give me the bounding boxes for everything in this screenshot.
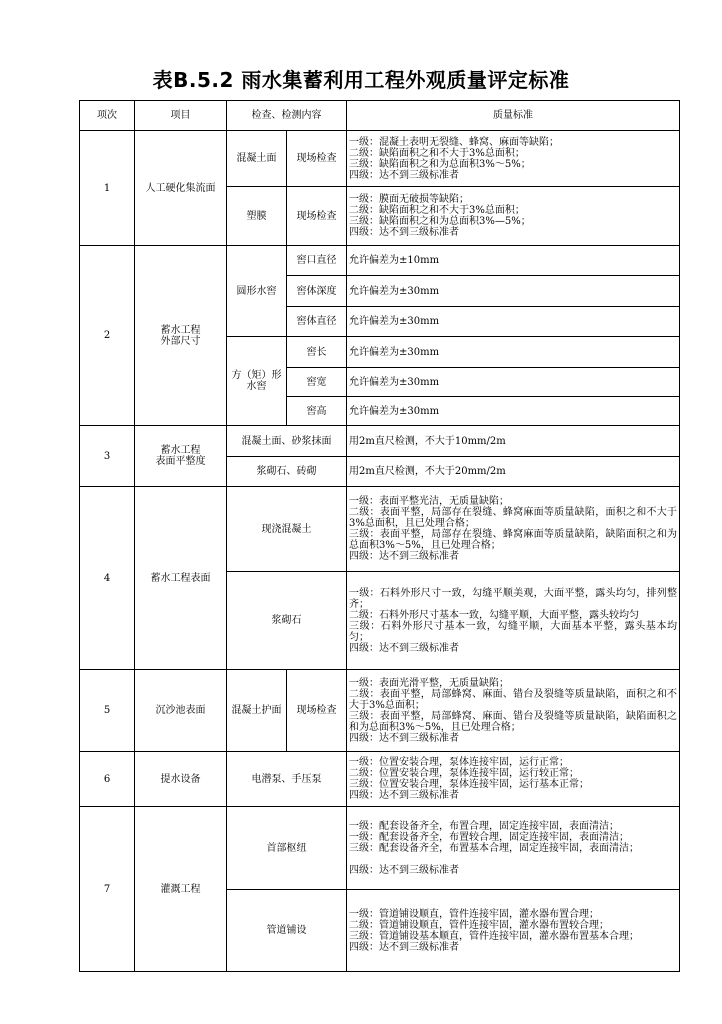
row2-round-3-standard: 允许偏差为±30mm xyxy=(347,307,680,337)
row1a-method: 现场检查 xyxy=(287,131,347,187)
row1a-content: 混凝土面 xyxy=(227,131,287,187)
row2-rect-3-name: 窖高 xyxy=(287,397,347,426)
row2-rect-1-name: 窖长 xyxy=(287,337,347,368)
row2-rect-label: 方（矩）形 水窖 xyxy=(227,337,287,426)
row2-rect-1-standard: 允许偏差为±30mm xyxy=(347,337,680,368)
row2-item: 蓄水工程 外部尺寸 xyxy=(135,246,227,426)
row2-rect-3-standard: 允许偏差为±30mm xyxy=(347,397,680,426)
row6-standard: 一级：位置安装合理，泵体连接牢固，运行正常； 二级：位置安装合理，泵体连接牢固，运行较正常； 三级：位置安装合理，泵体连接牢固，运行基本正常； 四级：达不到三级标准者 xyxy=(347,752,680,807)
header-standard: 质量标准 xyxy=(347,101,680,131)
header-index: 项次 xyxy=(80,101,135,131)
table-row xyxy=(80,246,680,276)
row4a-content: 现浇混凝土 xyxy=(227,487,347,572)
header-item: 项目 xyxy=(135,101,227,131)
row1a-standard: 一级：混凝土表明无裂缝、蜂窝、麻面等缺陷； 二级：缺陷面积之和不大于3%总面积； 三级：缺陷面积之和为总面积3%～5%； 四级：达不到三级标准者 xyxy=(347,131,680,187)
quality-standard-table xyxy=(79,100,680,972)
row5-index: 5 xyxy=(80,670,135,752)
row3a-content: 混凝土面、砂浆抹面 xyxy=(227,426,347,457)
page-title: 表B.5.2 雨水集蓄利用工程外观质量评定标准 xyxy=(152,68,570,92)
row1-index: 1 xyxy=(80,131,135,246)
row2-round-1-name: 窖口直径 xyxy=(287,246,347,276)
row6-content: 电潜泵、手压泵 xyxy=(227,752,347,807)
table-row xyxy=(80,670,680,752)
row2-rect-2-standard: 允许偏差为±30mm xyxy=(347,368,680,397)
table-row xyxy=(80,426,680,457)
row5-method: 现场检查 xyxy=(287,670,347,752)
row2-round-label: 圆形水窖 xyxy=(227,246,287,337)
table-row xyxy=(80,131,680,187)
row4-index: 4 xyxy=(80,487,135,670)
row3-item: 蓄水工程 表面平整度 xyxy=(135,426,227,487)
row2-round-3-name: 窖体直径 xyxy=(287,307,347,337)
row7b-content: 管道铺设 xyxy=(227,890,347,972)
row3a-standard: 用2m直尺检测，不大于10mm/2m xyxy=(347,426,680,457)
table-header-row xyxy=(80,101,680,131)
row5-standard: 一级：表面光滑平整，无质量缺陷； 二级：表面平整，局部蜂窝、麻面、错台及裂缝等质量缺陷，面积之和不大于3%总面积； 三级：表面平整，局部蜂窝、麻面、错台及裂缝等质量缺陷，缺陷面积之和为总面积3%～5%，且已处理合格； 四级：达不到三级标准者 xyxy=(347,670,680,752)
row3b-content: 浆砌石、砖砌 xyxy=(227,457,347,487)
row3-index: 3 xyxy=(80,426,135,487)
row4-item: 蓄水工程表面 xyxy=(135,487,227,670)
row7-item: 灌溉工程 xyxy=(135,807,227,972)
row2-round-2-standard: 允许偏差为±30mm xyxy=(347,276,680,307)
row1-item: 人工硬化集流面 xyxy=(135,131,227,246)
table-row xyxy=(80,487,680,572)
header-inspect: 检查、检测内容 xyxy=(227,101,347,131)
row6-item: 提水设备 xyxy=(135,752,227,807)
row7a-content: 首部枢纽 xyxy=(227,807,347,890)
row2-rect-2-name: 窖宽 xyxy=(287,368,347,397)
row1b-method: 现场检查 xyxy=(287,187,347,246)
row1b-standard: 一级：膜面无破损等缺陷； 二级：缺陷面积之和不大于3%总面积； 三级：缺陷面积之和为总面积3%—5%； 四级：达不到三级标准者 xyxy=(347,187,680,246)
row5-item: 沉沙池表面 xyxy=(135,670,227,752)
row2-index: 2 xyxy=(80,246,135,426)
row2-round-1-standard: 允许偏差为±10mm xyxy=(347,246,680,276)
row7a-standard: 一级：配套设备齐全，布置合理，固定连接牢固，表面清洁； 一级：配套设备齐全，布置较合理，固定连接牢固，表面清洁； 三级：配套设备齐全，布置基本合理，固定连接牢固，表面清洁； 四级：达不到三级标准者 xyxy=(347,807,680,890)
table-row xyxy=(80,752,680,807)
row5-content: 混凝土护面 xyxy=(227,670,287,752)
row4b-content: 浆砌石 xyxy=(227,572,347,670)
row4b-standard: 一级：石料外形尺寸一致，勾缝平顺美观，大面平整，露头均匀，排列整齐； 二级：石料外形尺寸基本一致，勾缝平顺，大面平整，露头较均匀 三级：石料外形尺寸基本一致，勾缝平顺，大面基本平整，露头基本均匀； 四级：达不到三级标准者 xyxy=(347,572,680,670)
table-row xyxy=(80,807,680,890)
row2-round-2-name: 窖体深度 xyxy=(287,276,347,307)
row4a-standard: 一级：表面平整光洁，无质量缺陷； 二级：表面平整，局部存在裂缝、蜂窝麻面等质量缺陷，面积之和不大于3%总面积，且已处理合格； 三级：表面平整，局部存在裂缝、蜂窝麻面等质量缺陷，缺陷面积之和为总面积3%～5%，且已处理合格； 四级：达不到三级标准者 xyxy=(347,487,680,572)
row7b-standard: 一级：管道铺设顺直，管件连接牢固，灌水器布置合理； 二级：管道铺设顺直，管件连接牢固，灌水器布置较合理； 三级：管道铺设基本顺直，管件连接牢固，灌水器布置基本合理； 四级：达不到三级标准者 xyxy=(347,890,680,972)
row7-index: 7 xyxy=(80,807,135,972)
row1b-content: 塑膜 xyxy=(227,187,287,246)
row3b-standard: 用2m直尺检测，不大于20mm/2m xyxy=(347,457,680,487)
row6-index: 6 xyxy=(80,752,135,807)
